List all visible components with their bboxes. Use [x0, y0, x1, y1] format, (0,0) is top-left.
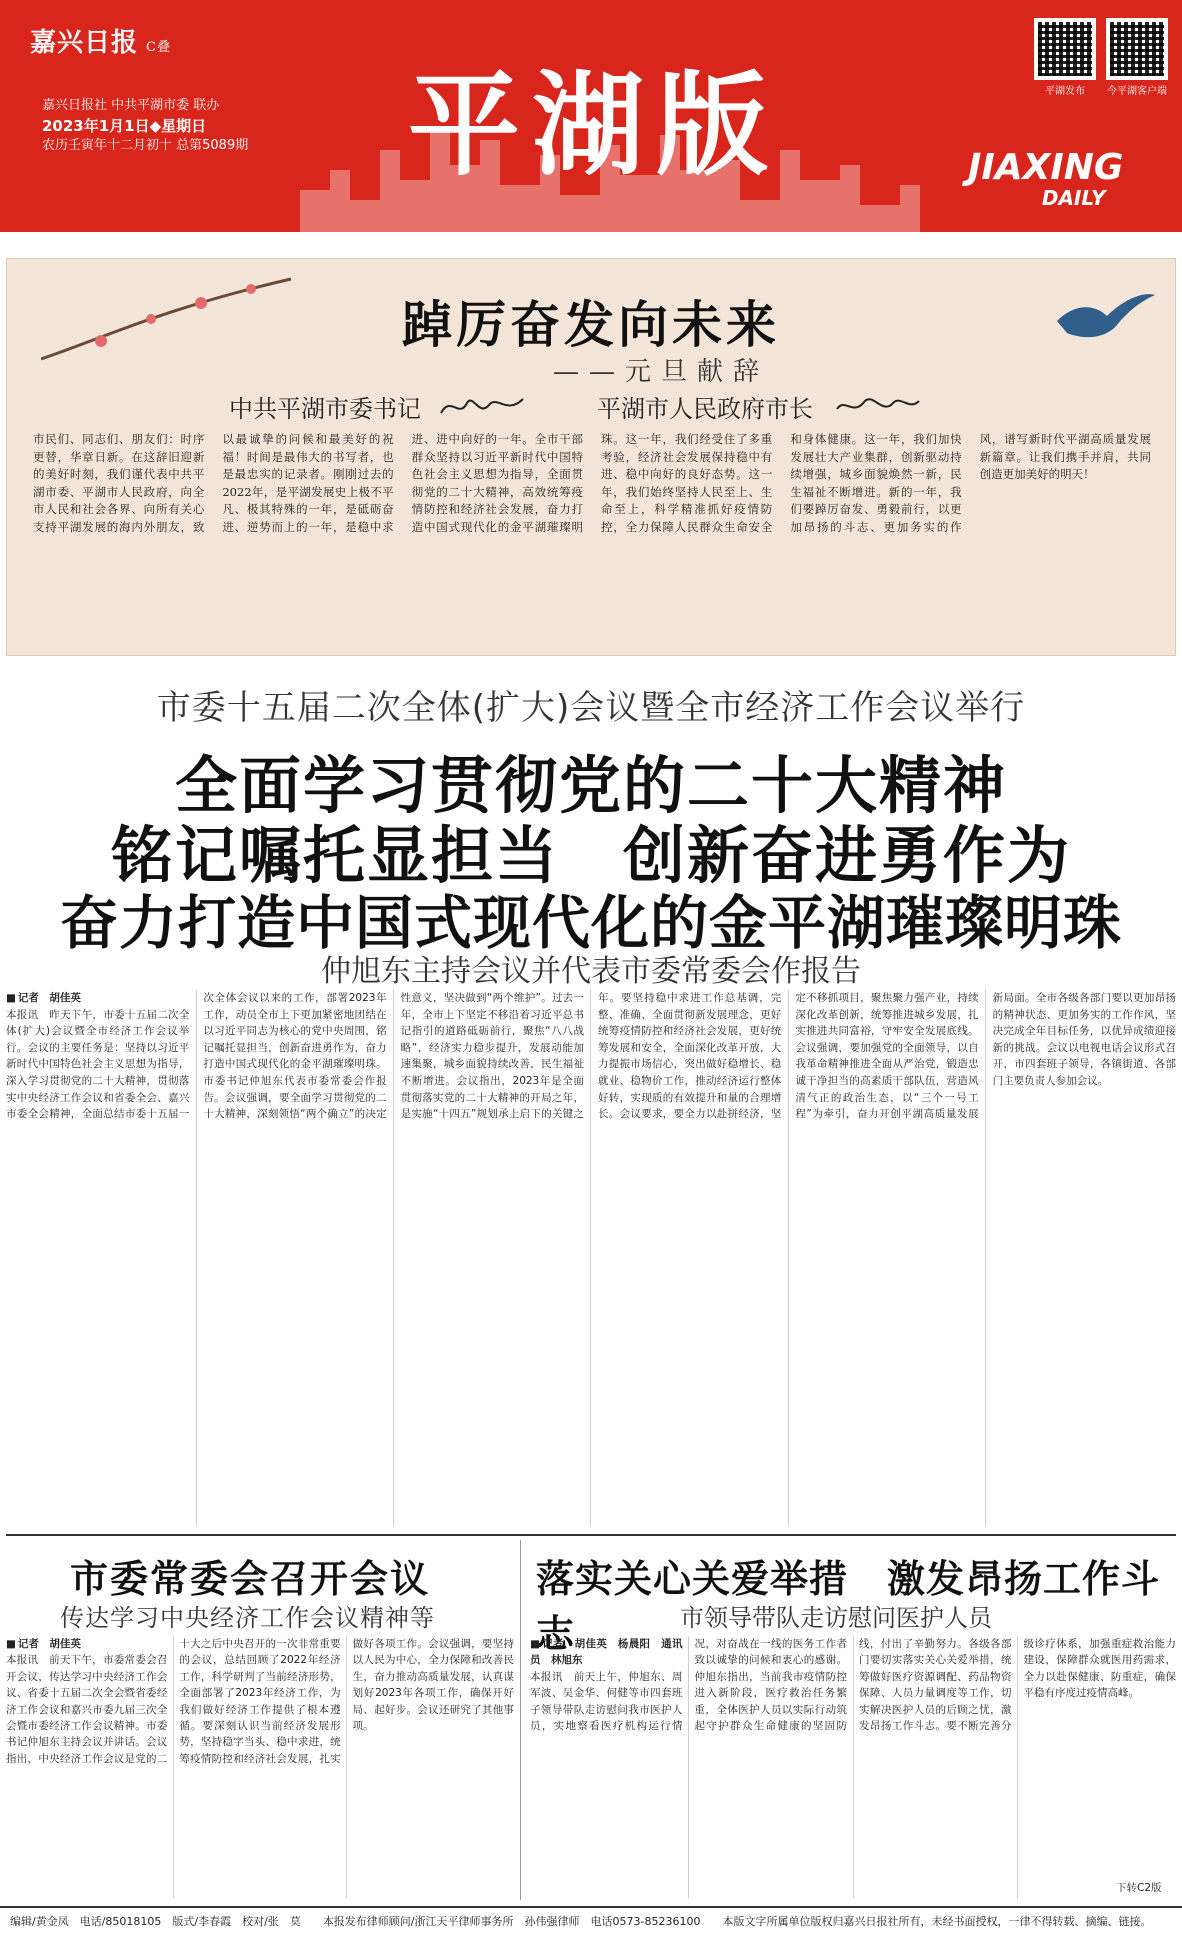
column-divider	[520, 1540, 521, 1900]
brand-subname: DAILY	[1041, 186, 1106, 210]
new-year-body: 市民们、同志们、朋友们：时序更替，华章日新。在这辞旧迎新的美好时刻，我们谨代表中共平湖市委、平湖市人民政府，向全市人民和社会各界、向所有关心支持平湖发展的海内外朋友，致以最诚挚的问候和最美好的祝福！时间是最伟大的书写者，也是最忠实的记录者。刚刚过去的2022年，是平湖发展史上极不平凡、极其特殊的一年，是砥砺奋进、逆势而上的一年，是稳中求进、进中向好的一年。全市干部群众坚持以习近平新时代中国特色社会主义思想为指导，全面贯彻党的二十大精神，高效统筹疫情防控和经济社会发展，奋力打造中国式现代化的金平湖璀璨明珠。这一年，我们经受住了多重考验，经济社会发展保持稳中有进、稳中向好的良好态势。这一年，我们始终坚持人民至上、生命至上，科学精准抓好疫情防控，全力保障人民群众生命安全和身体健康。这一年，我们加快发展壮大产业集群，创新驱动持续增强，城乡面貌焕然一新，民生福祉不断增进。新的一年，我们要踔厉奋发、勇毅前行，以更加昂扬的斗志、更加务实的作风，谱写新时代平湖高质量发展新篇章。让我们携手并肩，共同创造更加美好的明天！	[33, 432, 1151, 534]
qr-label-right: 今平湖客户端	[1107, 86, 1167, 97]
section-divider	[6, 1534, 1176, 1536]
issue-date: 2023年1月1日◆星期日	[42, 117, 207, 135]
edition-code: C叠	[146, 40, 171, 55]
qr-code-right[interactable]	[1106, 18, 1168, 80]
signature-mayor	[833, 389, 923, 423]
signer-mayor: 平湖市人民政府市长	[597, 395, 813, 423]
qr-code-left[interactable]	[1034, 18, 1096, 80]
signature-party-secretary	[437, 389, 527, 423]
paper-name: 嘉兴日报	[30, 28, 139, 58]
paper-logo	[30, 22, 171, 59]
story-right-body	[530, 1636, 1176, 1898]
story-left-title: 市委常委会召开会议	[70, 1557, 431, 1601]
footer-editors: 编辑/黄金凤 电话/85018105 版式/李春霞 校对/张 莫	[10, 1914, 301, 1928]
story-right-title: 落实关心关爱举措 激发昂扬工作斗志	[536, 1557, 1161, 1656]
story-left-text: 本报讯 前天下午，市委常委会召开会议，传达学习中央经济工作会议、省委十五届二次全会暨省委经济工作会议和嘉兴市委九届三次全会暨市委经济工作会议精神。市委书记仲旭东主持会议并讲话。会议指出，中央经济工作会议是党的二十大之后中央召开的一次非常重要的会议，总结回顾了2022年经济工作，科学研判了当前经济形势，全面部署了2023年经济工作，为我们做好经济工作提供了根本遵循。要深刻认识当前经济发展形势，坚持稳字当头、稳中求进，统筹疫情防控和经济社会发展，扎实做好各项工作。会议强调，要坚持以人民为中心，全力保障和改善民生，奋力推动高质量发展，认真谋划好2023年各项工作，确保开好局、起好步。会议还研究了其他事项。	[6, 1638, 514, 1765]
lead-kicker: 市委十五届二次全体(扩大)会议暨全市经济工作会议举行	[156, 688, 1026, 728]
story-left-byline: ■ 记者 胡佳英	[6, 1636, 167, 1652]
lead-body-text: 本报讯 昨天下午，市委十五届二次全体(扩大)会议暨全市经济工作会议举行。会议的主要任务是：坚持以习近平新时代中国特色社会主义思想为指导，深入学习贯彻党的二十大精神，贯彻落实中央经济工作会议和省委全会、嘉兴市委全会精神，全面总结市委十五届一次全体会议以来的工作，部署2023年工作，动员全市上下更加紧密地团结在以习近平同志为核心的党中央周围，铭记嘱托显担当，创新奋进勇作为，奋力打造中国式现代化的金平湖璀璨明珠。市委书记仲旭东代表市委常委会作报告。会议强调，要全面学习贯彻党的二十大精神，深刻领悟“两个确立”的决定性意义，坚决做到“两个维护”。过去一年，全市上下坚定不移沿着习近平总书记指引的道路砥砺前行，聚焦“八八战略”，经济实力稳步提升，发展动能加速集聚，城乡面貌持续改善，民生福祉不断增进。会议指出，2023年是全面贯彻落实党的二十大精神的开局之年，是实施“十四五”规划承上启下的关键之年。要坚持稳中求进工作总基调，完整、准确、全面贯彻新发展理念，更好统筹疫情防控和经济社会发展，更好统筹发展和安全，全面深化改革开放，大力提振市场信心，突出做好稳增长、稳就业、稳物价工作，推动经济运行整体好转，实现质的有效提升和量的合理增长。会议要求，要全力以赴拼经济，坚定不移抓项目，聚焦聚力强产业，持续深化改革创新，统筹推进城乡发展，扎实推进共同富裕，守牢安全发展底线。会议强调，要加强党的全面领导，以自我革命精神推进全面从严治党，锻造忠诚干净担当的高素质干部队伍，营造风清气正的政治生态，以“三个一号工程”为牵引，奋力开创平湖高质量发展新局面。全市各级各部门要以更加昂扬的精神状态、更加务实的工作作风，坚决完成全年目标任务，以优异成绩迎接新的挑战。会议以电视电话会议形式召开，市四套班子领导，各镇街道、各部门主要负责人参加会议。	[6, 992, 1176, 1121]
brand-logo	[968, 147, 1124, 210]
signer-party-secretary: 中共平湖市委书记	[229, 395, 421, 423]
story-left-body	[6, 1636, 514, 1898]
story-left-subtitle: 传达学习中央经济工作会议精神等	[60, 1604, 435, 1632]
new-year-subtitle: ——元旦献辞	[552, 357, 769, 387]
new-year-title: 踔厉奋发向未来	[402, 295, 780, 354]
section-title: 平湖版	[408, 60, 780, 191]
lead-headline-line-1: 全面学习贯彻党的二十大精神	[174, 749, 1007, 822]
footer-notice: 本版文字所属单位版权归嘉兴日报社所有，未经书面授权，一律不得转载、摘编、链接。	[722, 1914, 1152, 1928]
publication-info	[42, 96, 248, 156]
new-year-address	[6, 258, 1176, 656]
qr-label-left: 平湖发布	[1045, 86, 1085, 97]
footer-legal: 本报发布律师顾问/浙江天平律师事务所 孙伟强律师 电话0573-85236100	[322, 1914, 701, 1928]
lunar-date-issue-number: 农历壬寅年十二月初十 总第5089期	[42, 138, 249, 153]
story-right-subtitle: 市领导带队走访慰问医护人员	[680, 1604, 992, 1632]
lead-story-body	[6, 990, 1176, 1526]
page-footer	[0, 1906, 1182, 1933]
lead-headline-line-3: 奋力打造中国式现代化的金平湖璀璨明珠	[59, 889, 1122, 957]
masthead	[0, 0, 1182, 232]
lead-byline: ■ 记者 胡佳英	[6, 990, 189, 1007]
brand-name: JIAXING	[968, 147, 1124, 188]
publishers: 嘉兴日报社 中共平湖市委 联办	[42, 98, 220, 113]
lead-headline-line-2: 铭记嘱托显担当 创新奋进勇作为	[110, 819, 1071, 892]
lead-subhead: 仲旭东主持会议并代表市委常委会作报告	[321, 954, 861, 989]
story-right-byline: ■ 记者 胡佳英 杨晨阳 通讯员 林旭东	[530, 1636, 683, 1669]
continued-on-page-link[interactable]: 下转C2版	[1112, 1880, 1162, 1895]
story-right-text: 本报讯 前天上午，仲旭东、周军波、吴金华、何健等市四套班子领导带队走访慰问我市医护人员，实地察看医疗机构运行情况，对奋战在一线的医务工作者致以诚挚的问候和衷心的感谢。仲旭东指出，当前我市疫情防控进入新阶段，医疗救治任务繁重，全体医护人员以实际行动筑起守护群众生命健康的坚固防线，付出了辛勤努力。各级各部门要切实落实关心关爱举措，统筹做好医疗资源调配、药品物资保障、人员力量调度等工作，切实解决医护人员的后顾之忧，激发昂扬工作斗志。要不断完善分级诊疗体系，加强重症救治能力建设，保障群众就医用药需求，全力以赴保健康、防重症，确保平稳有序度过疫情高峰。	[530, 1638, 1176, 1733]
